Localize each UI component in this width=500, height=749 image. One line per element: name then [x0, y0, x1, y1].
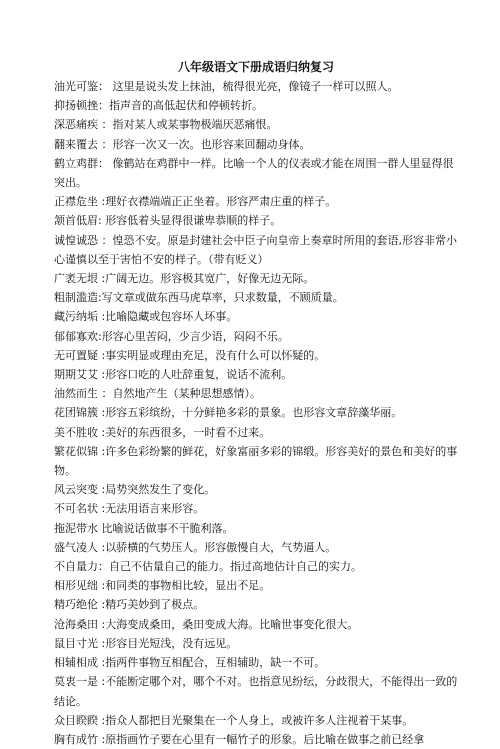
idiom-entry: 不自量力：自己不估量自己的能力。指过高地估计自己的实力。 — [54, 560, 362, 574]
idiom-entry: 正襟危坐 :理好衣襟端端正正坐着。形容严肃庄重的样子。 — [54, 195, 337, 209]
idiom-entry: 颔首低眉: 形容低着头显得很谦卑恭顺的样子。 — [54, 214, 282, 228]
idiom-entry: 拖泥带水 比喻说话做事不干脆利落。 — [54, 521, 234, 535]
idiom-entry: 粗制滥造:写文章或做东西马虎草率，只求数量，不顾质量。 — [54, 291, 344, 305]
idiom-entry: 繁花似锦 :许多色彩纷繁的鲜花，好象富丽多彩的锦缎。形容美好的景色和美好的事物。 — [54, 444, 458, 478]
idiom-entry: 美不胜收 :美好的东西很多，一时看不过来。 — [54, 425, 271, 439]
idiom-entry: 盛气凌人 :以骄横的气势压人。形容傲慢自大，气势逼人。 — [54, 540, 337, 554]
idiom-entry: 无可置疑 :事实明显或理由充足，没有什么可以怀疑的。 — [54, 348, 326, 362]
idiom-entry: 期期艾艾 :形容口吃的人吐辞重复，说话不流利。 — [54, 368, 293, 382]
idiom-entry: 翻来覆去 ：形容一次又一次。也形容来回翻动身体。 — [54, 137, 311, 151]
idiom-entry: 藏污纳垢 :比喻隐藏或包容坏人坏事。 — [54, 310, 238, 324]
idiom-entry: 众目睽睽 :指众人都把目光聚集在一个人身上，或被许多人注视着干某事。 — [54, 713, 414, 727]
idiom-entry: 花团锦簇 :形容五彩缤纷，十分鲜艳多彩的景象。也形容文章辞藻华丽。 — [54, 406, 403, 420]
idiom-entry: 郁郁寡欢:形容心里苦闷，少言少语，闷闷不乐。 — [54, 329, 289, 343]
idiom-entry: 抑扬顿挫：指声音的高低起伏和停顿转折。 — [54, 99, 263, 113]
idiom-entry: 油然而生 ：自然地产生（某种思想感情）。 — [54, 387, 261, 401]
idiom-entry: 精巧绝伦 :精巧美妙到了极点。 — [54, 598, 205, 612]
idiom-entry: 广袤无垠 :广阔无边。形容极其宽广，好像无边无际。 — [54, 272, 315, 286]
idiom-entry: 沧海桑田 :大海变成桑田，桑田变成大海。比喻世事变化很大。 — [54, 617, 359, 631]
idiom-entry: 相形见绌 :和同类的事物相比较，显出不足。 — [54, 579, 271, 593]
idiom-entry: 莫衷一是 :不能断定哪个对，哪个不对。也指意见纷纭，分歧很大，不能得出一致的结论。 — [54, 675, 458, 708]
idiom-entry: 胸有成竹 :原指画竹子要在心里有一幅竹子的形象。后比喻在做事之前已经拿 — [54, 732, 425, 746]
idiom-entry: 相辅相成 :指两件事物互相配合，互相辅助，缺一不可。 — [54, 656, 326, 670]
idiom-entry: 诚惶诚恐 ：惶恐不安。原是封建社会中臣子向皇帝上奏章时所用的套语,形容非常小心谨慎以至于害怕不安的样子。（带有贬义） — [54, 233, 457, 266]
idiom-entry: 不可名状 :无法用语言来形容。 — [54, 502, 205, 516]
idiom-entry: 鹤立鸡群： 像鹤站在鸡群中一样。比喻一个人的仪表或才能在周围一群人里显得很突出。 — [54, 156, 454, 190]
idiom-entry: 深恶痛疾 ：指对某人或某事物极端厌恶痛恨。 — [54, 118, 278, 132]
idiom-entry: 鼠目寸光 :形容目光短浅，没有远见。 — [54, 636, 238, 650]
document-title: 八年级语文下册成语归纳复习 — [177, 60, 334, 74]
idiom-list — [54, 77, 458, 749]
idiom-entry: 油光可鉴： 这里是说头发上抹油，梳得很光亮，像镜子一样可以照人。 — [54, 80, 399, 93]
idiom-entry: 风云突变 :局势突然发生了变化。 — [54, 483, 216, 497]
